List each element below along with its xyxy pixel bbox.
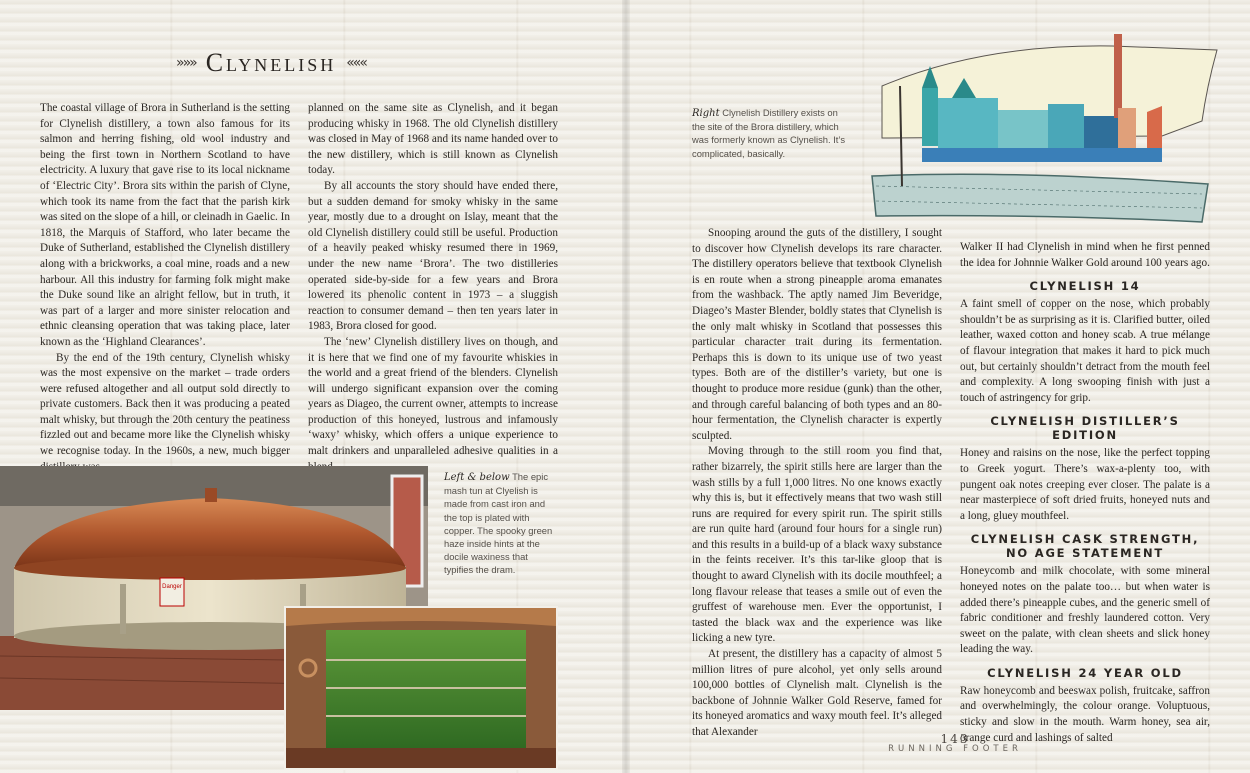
caption-left-below	[444, 470, 556, 577]
text-column-1	[40, 101, 290, 475]
page-gutter	[622, 0, 630, 773]
tasting-note-text: Honey and raisins on the nose, like the perfect topping to Greek yogurt. There’s wax-a-plenty too, with pungent oak notes creeping ever closer. The palate is a near masterpiece of soft dried fruits, honeyed nuts and a long, gluey mouthfeel.	[960, 447, 1210, 522]
caption-text: The epic mash tun at Clyelish is made from cast iron and the top is plated with copper. The spooky green haze inside hints at the docile waxiness that typifies the dram.	[444, 471, 553, 576]
title-ornament-left: »»»	[176, 55, 196, 71]
paragraph: By all accounts the story should have ended there, but a sudden demand for smoky whisky in the same year, mostly due to a drought on Islay, meant that the old Clynelish distillery could still be useful. Production of a heavily peaked whisky resumed there in 1969, under the new name ‘Brora’. The two distilleries operated side-by-side for a few years and Brora lowered its phenolic content in 1973 – a sluggish reaction to consumer demand – then ten years later in 1983, Brora closed for good.	[308, 179, 558, 333]
paragraph: Moving through to the still room you find that, rather bizarrely, the spirit stills here are larger than the wash stills by a full 1,000 litres. No one knows exactly why this is, but it effectively means that two wash still runs are required for every spirit run. The spirit stills are run quite hard (around four hours for a single run) and this results in a build-up of a black waxy substance in the feints receiver. It’s this tar-like gloop that is thought to award Clynelish with its docile mouthfeel; a long flavour release that teases a smile out of even the gruffest of warehouse men. Ever the opportunist, I tasted the black wax and the experience was like licking a new tyre.	[692, 445, 942, 645]
tasting-note-heading: CLYNELISH 14	[1029, 279, 1141, 294]
distillery-sketch	[862, 26, 1224, 232]
tasting-note-text: A faint smell of copper on the nose, which probably shouldn’t be as surprising as it is. Clarified butter, oiled leather, waxed cotton and honey scab. A true mélange of flavour integration that makes it hard to pick much out, but certainly shouldn’t detract from the mouth feel and complexity. A long swooping finish with just a touch of astringency for grip.	[960, 298, 1210, 404]
paragraph: Snooping around the guts of the distillery, I sought to discover how Clynelish develops its rare character. The distillery operators believe that textbook Clynelish is en route when a strong pineapple aroma emanates from the washback. The aptly named Jim Beveridge, Diageo’s Master Blender, boldly states that Clynelish is the only malt whisky in Scotland that possesses this particular character trait during its fermentation. Perhaps this is down to its unique use of two yeast types. Both are of the distiller’s variety, but one is thought to produce more residue (gunk) than the other, and through careful balancing of both types and an 80-hour fermentation, the Clynelish character is expertly sculpted.	[692, 227, 942, 442]
distillery-illustration	[862, 26, 1224, 232]
chapter-title	[176, 48, 426, 78]
running-footer: RUNNING FOOTER	[888, 744, 1022, 754]
tasting-note-heading: CLYNELISH DISTILLER’S EDITION	[990, 414, 1180, 443]
danger-sign: Danger	[162, 584, 182, 590]
paragraph: The coastal village of Brora in Sutherland is the setting for Clynelish distillery, a town also famous for its salmon and herring fishing, old wool industry and being the first town in Northern Scotland to have electricity. A luxury that gave rise to its local nickname of ‘Electric City’. Brora sits within the parish of Clyne, which took its name from the fact that the parish kirk was sited on the slope of a hill, or cleinadh in Gaelic. In 1818, the Marquis of Stafford, who later became the Duke of Sutherland, established the Clynelish distillery along with a brickworks, a coal mine, roads and a new harbour. All this industry for farming folk might make the Duke sound like an alright fellow, but in truth, it was part of a larger and more sinister relocation and ethnic cleansing operation that was taking place, later known as the ‘Highland Clearances’.	[40, 102, 290, 348]
tun-interior-photo	[284, 606, 558, 770]
tasting-note-text: Honeycomb and milk chocolate, with some mineral honeyed notes on the palate too… but when water is added there’s pineapple cubes, and the generic smell of fabric conditioner and freshly laundered cotton. Very sweet on the palate, with clean sheets and slick honey leading the way.	[960, 565, 1210, 656]
tun-interior-illustration	[286, 608, 556, 768]
page-title: Clynelish	[205, 48, 337, 77]
tasting-note-heading: CLYNELISH 24 YEAR OLD	[987, 665, 1183, 680]
caption-right	[692, 106, 852, 160]
tasting-note-text: Raw honeycomb and beeswax polish, fruitcake, saffron and overwhelmingly, the colour orange. Voluptuous, sticky and slow in the mouth. Warm honey, sea air, orange curd and lashings of salted	[960, 684, 1210, 744]
paragraph: The ‘new’ Clynelish distillery lives on though, and it is here that we find one of my favourite whiskies in the world and a great friend of the blenders. Clynelish will undergo significant expansion over the coming years as Diageo, the current owner, attempts to increase production of this honeyed, lustrous and infamously ‘waxy’ whisky, which offers a unique experience to malt drinkers and unparalleled adhesive qualities in a	[308, 335, 558, 458]
text-column-4	[960, 240, 1210, 746]
caption-cue: Left & below	[444, 472, 510, 483]
title-ornament-right: «««	[346, 55, 366, 71]
paragraph: At present, the distillery has a capacity of almost 5 million litres of pure alcohol, yet only sells around 100,000 bottles of Clynelish malt. Clynelish is the backbone of Johnnie Walker Gold Reserve, famed for its honeyed aromatics and waxy mouth feel. It’s alleged that Alexander	[692, 648, 942, 738]
paragraph: Walker II had Clynelish in mind when he first penned the idea for Johnnie Walker Gold around 100 years ago.	[960, 241, 1210, 269]
paragraph: By the end of the 19th century, Clynelish whisky was the most expensive on the market – trade orders were refused altogether and all output sold directly to private customers. Back then it was producing a peated malt whisky, but through the 20th century the peatiness fizzled out and became more like the Clynelish whisky we recognise today. In the 1960s, a new, much bigger	[40, 351, 290, 458]
paragraph: planned on the same site as Clynelish, and it began producing whisky in 1968. The old Clynelish distillery was closed in May of 1968 and its name handed over to the new distillery, which is still known as Clynelish today.	[308, 102, 558, 177]
caption-text: Clynelish Distillery exists on the site of the Brora distillery, which was formerly known as Clynelish. It’s complicated, basically.	[692, 107, 846, 159]
text-column-2	[308, 101, 558, 475]
tasting-note-heading: CLYNELISH CASK STRENGTH, NO AGE STATEMENT	[970, 532, 1200, 561]
text-column-3	[692, 226, 942, 741]
page-number: 143	[940, 732, 970, 746]
caption-cue: Right	[692, 108, 720, 119]
